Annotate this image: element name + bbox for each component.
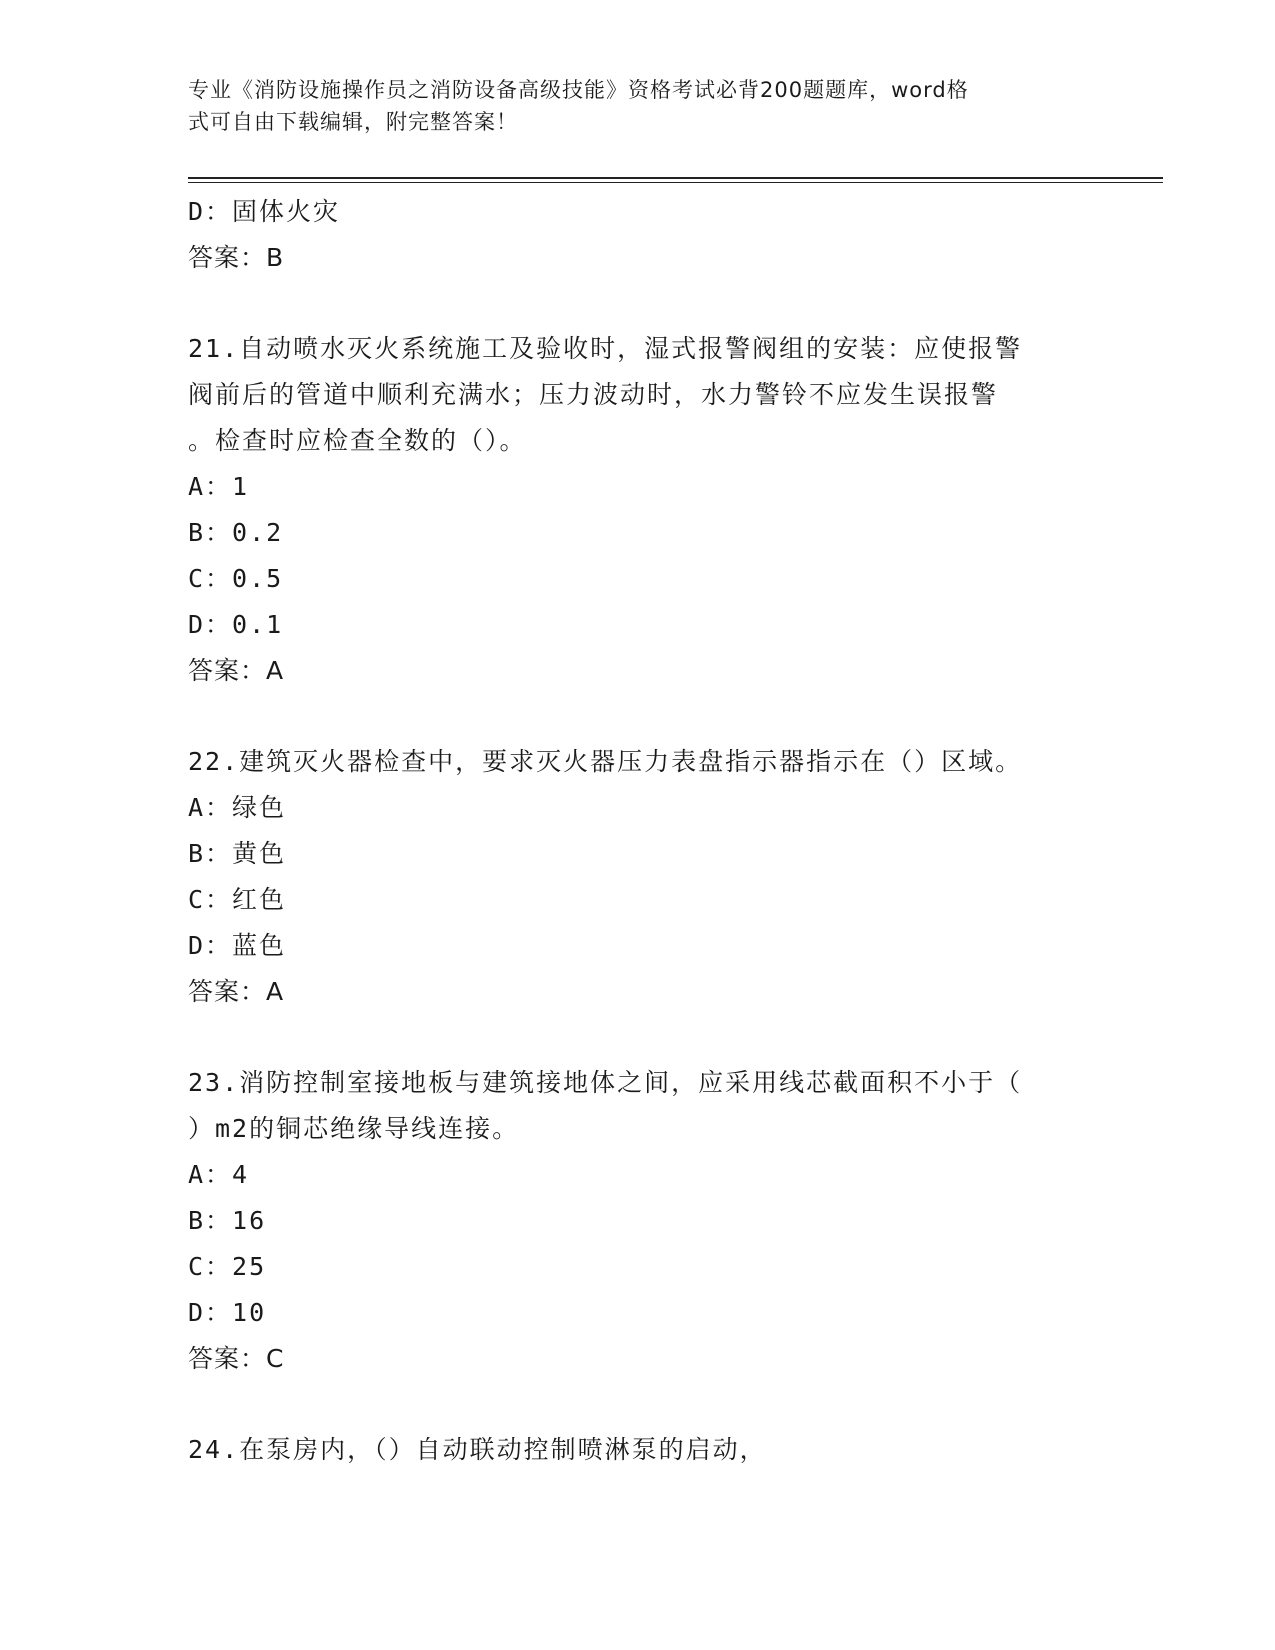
question-21 bbox=[188, 326, 1088, 694]
question-text-line: 24.在泵房内，（）自动联动控制喷淋泵的启动， bbox=[188, 1435, 767, 1464]
prev-option-d: D：固体火灾 bbox=[188, 197, 341, 226]
question-23 bbox=[188, 1060, 1088, 1382]
prev-answer: 答案：B bbox=[188, 243, 285, 272]
question-text-line: 23.消防控制室接地板与建筑接地体之间，应采用线芯截面积不小于（ bbox=[188, 1068, 1023, 1097]
option-b: B：16 bbox=[188, 1206, 267, 1235]
question-text-line: ）m2的铜芯绝缘导线连接。 bbox=[188, 1114, 520, 1143]
spacer bbox=[188, 1015, 1088, 1060]
question-text-line: 。检查时应检查全数的（）。 bbox=[188, 426, 527, 455]
question-text-line: 21.自动喷水灭火系统施工及验收时，湿式报警阀组的安装：应使报警 bbox=[188, 334, 1023, 363]
spacer bbox=[188, 694, 1088, 739]
option-c: C：25 bbox=[188, 1252, 267, 1281]
option-a: A：绿色 bbox=[188, 793, 287, 822]
spacer bbox=[188, 1382, 1088, 1427]
question-text-line: 阀前后的管道中顺利充满水；压力波动时，水力警铃不应发生误报警 bbox=[188, 380, 999, 409]
header-divider-thin bbox=[188, 182, 1163, 183]
option-b: B：黄色 bbox=[188, 839, 287, 868]
question-content bbox=[188, 189, 1088, 1473]
header-divider-thick bbox=[188, 177, 1163, 179]
option-a: A：1 bbox=[188, 472, 250, 501]
answer: 答案：A bbox=[188, 977, 285, 1006]
option-d: D：0.1 bbox=[188, 610, 284, 639]
answer: 答案：C bbox=[188, 1344, 285, 1373]
header-line-2: 式可自由下载编辑，附完整答案！ bbox=[188, 110, 518, 134]
option-c: C：0.5 bbox=[188, 564, 284, 593]
question-text-line: 22.建筑灭火器检查中，要求灭火器压力表盘指示器指示在（）区域。 bbox=[188, 747, 1023, 776]
document-header bbox=[188, 74, 1078, 138]
option-c: C：红色 bbox=[188, 885, 287, 914]
answer: 答案：A bbox=[188, 656, 285, 685]
question-22 bbox=[188, 739, 1088, 1015]
question-24 bbox=[188, 1427, 1088, 1473]
header-line-1: 专业《消防设施操作员之消防设备高级技能》资格考试必背200题题库，word格 bbox=[188, 78, 969, 102]
spacer bbox=[188, 281, 1088, 326]
option-d: D：蓝色 bbox=[188, 931, 287, 960]
option-a: A：4 bbox=[188, 1160, 250, 1189]
option-d: D：10 bbox=[188, 1298, 267, 1327]
option-b: B：0.2 bbox=[188, 518, 284, 547]
